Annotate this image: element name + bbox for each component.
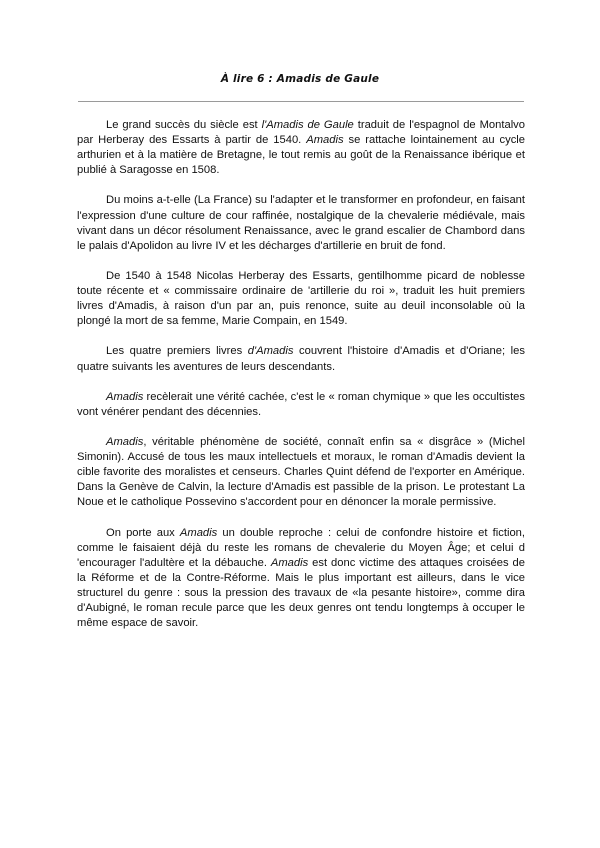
text-run: On porte aux	[106, 526, 180, 539]
text-run: Les quatre premiers livres	[106, 345, 248, 358]
text-run: traduit de l'espagnol de Montalvo par Herberay des Essarts à partir de 1540.	[77, 119, 525, 147]
italic-text-run: Amadis	[270, 556, 309, 569]
paragraph-4	[77, 344, 525, 374]
text-run: De 1540 à 1548 Nicolas Herberay des Essarts, gentilhomme picard de noblesse toute récente et « commissaire ordinaire de 'artillerie du roi », traduit les huit premiers livres d'Amadis, à raison d'un par an, puis renonce, suite au deuil inconsolable où la plongé la mort de sa femme, Marie Compain, en 1549.	[77, 269, 525, 328]
paragraph-3	[77, 269, 525, 329]
text-run: est donc victime des attaques croisées de la Réforme et de la Contre-Réforme. Mais le plus important est ailleurs, dans le vice structurel du genre : sous la pression des travaux de «la pesante histoire», comme dira d'Aubigné, le roman recule parce que les deux genres ont tendu longtemps à occuper le même espace de savoir.	[77, 556, 525, 630]
text-run: , véritable phénomène de société, connaît enfin sa « disgrâce » (Michel Simonin). Accusé de tous les maux intellectuels et moraux, le roman d'Amadis devient la cible favorite des moralistes et censeurs. Charles Quint défend de l'exporter en Amérique. Dans la Genève de Calvin, la lecture d'Amadis est passible de la prison. Le protestant La Noue et le catholique Possevino s'accordent pour en dénoncer la morale permissive.	[77, 435, 525, 509]
italic-text-run: Amadis	[306, 134, 344, 147]
paragraph-2	[77, 193, 525, 253]
title-divider	[78, 101, 524, 102]
text-run: recèlerait une vérité cachée, c'est le « roman chymique » que les occultistes vont vénérer pendant des décennies.	[77, 390, 525, 418]
text-run: couvrent l'histoire d'Amadis et d'Oriane; les quatre suivants les aventures de leurs descendants.	[77, 345, 525, 373]
paragraph-7	[77, 526, 525, 632]
paragraph-5	[77, 390, 525, 420]
document-body	[77, 118, 525, 631]
text-run: se rattache lointainement au cycle arthurien et à la matière de Bretagne, le tout remis au goût de la Renaissance ibérique et publié à Saragosse en 1508.	[77, 134, 525, 177]
italic-text-run: d'Amadis	[247, 345, 294, 358]
text-run: un double reproche : celui de confondre histoire et fiction, comme le faisaient déjà du reste les romans de chevalerie du Moyen Âge; et celui d 'encourager l'adultère et la débauche.	[77, 526, 525, 569]
paragraph-1	[77, 118, 525, 178]
text-run: Du moins a-t-elle (La France) su l'adapter et le transformer en profondeur, en faisant l'expression d'une culture de cour raffinée, nostalgique de la chevalerie médiévale, mais vivant dans un décor résolument Renaissance, avec le grand escalier de Chambord dans le palais d'Apolidon au livre IV et les décharges d'artillerie en bruit de fond.	[77, 194, 525, 252]
paragraph-6	[77, 435, 525, 510]
italic-text-run: Amadis	[106, 435, 144, 448]
document-title: À lire 6 : Amadis de Gaule	[220, 73, 380, 85]
italic-text-run: l'Amadis de Gaule	[261, 119, 354, 131]
text-run: Le grand succès du siècle est	[106, 119, 262, 131]
italic-text-run: Amadis	[106, 390, 144, 403]
italic-text-run: Amadis	[179, 526, 218, 539]
